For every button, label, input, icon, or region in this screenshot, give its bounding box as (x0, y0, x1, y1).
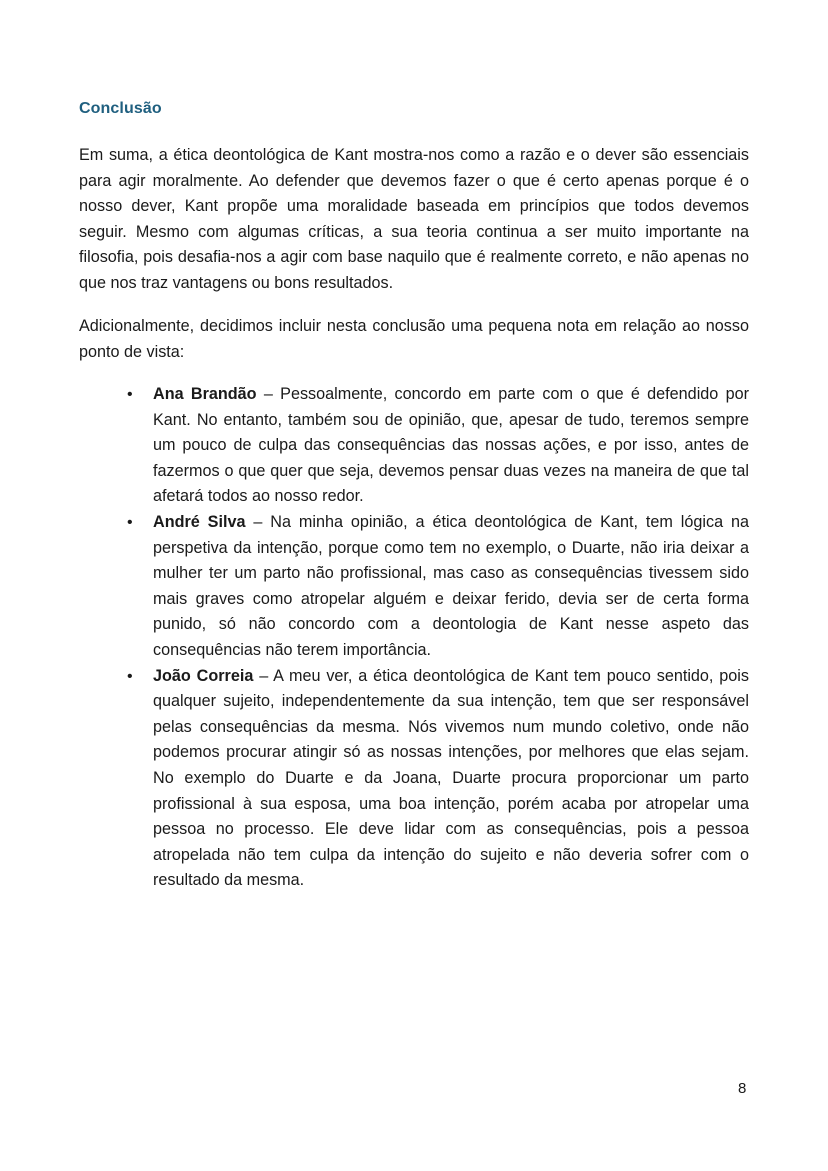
list-item (127, 382, 749, 510)
intro-note-paragraph: Adicionalmente, decidimos incluir nesta conclusão uma pequena nota em relação ao nosso ponto de vista: (79, 317, 749, 361)
conclusion-paragraph: Em suma, a ética deontológica de Kant mostra-nos como a razão e o dever são essenciais para agir moralmente. Ao defender que devemos fazer o que é certo apenas porque é o nosso dever, Kant propõe uma moralidade baseada em princípios que todos devemos seguir. Mesmo com algumas críticas, a sua teoria continua a ser muito importante na filosofia, pois desafia-nos a agir com base naquilo que é realmente correto, e não apenas no que nos traz vantagens ou bons resultados. (79, 146, 749, 292)
author-name: João Correia (153, 666, 254, 685)
page-number: 8 (738, 1080, 747, 1097)
opinion-text: – Pessoalmente, concordo em parte com o que é defendido por Kant. No entanto, também sou de opinião, que, apesar de tudo, teremos sempre um pouco de culpa das consequências das nossas ações, e por isso, antes de fazermos o que quer que seja, devemos pensar duas vezes na maneira de que tal afetará todos ao nosso redor. (153, 385, 749, 506)
opinions-list (127, 382, 749, 894)
opinion-text: – A meu ver, a ética deontológica de Kant tem pouco sentido, pois qualquer sujeito, independentemente da sua intenção, tem que ser responsável pelas consequências da mesma. Nós vivemos num mundo coletivo, onde não podemos procurar atingir só as nossas intenções, por melhores que elas sejam. No exemplo do Duarte e da Joana, Duarte procura proporcionar um parto profissional à sua esposa, uma boa intenção, porém acaba por atropelar uma pessoa no processo. Ele deve lidar com as consequências, pois a pessoa atropelada não tem culpa da intenção do sujeito e não deveria sofrer com o resultado da mesma. (153, 666, 749, 890)
list-item (127, 664, 749, 894)
author-name: André Silva (153, 512, 246, 531)
bullet-icon: • (127, 513, 133, 531)
opinion-text: – Na minha opinião, a ética deontológica de Kant, tem lógica na perspetiva da intenção, porque como tem no exemplo, o Duarte, não iria deixar a mulher ter um parto não profissional, mas caso as consequências tivessem sido mais graves como atropelar alguém e deixar ferido, devia ser de certa forma punido, só não concordo com a deontologia de Kant nesse aspeto das consequências não terem importância. (153, 512, 749, 659)
bullet-icon: • (127, 667, 133, 685)
bullet-icon: • (127, 386, 133, 403)
author-name: Ana Brandão (153, 385, 257, 403)
list-item (127, 510, 749, 664)
section-heading: Conclusão (79, 100, 162, 117)
